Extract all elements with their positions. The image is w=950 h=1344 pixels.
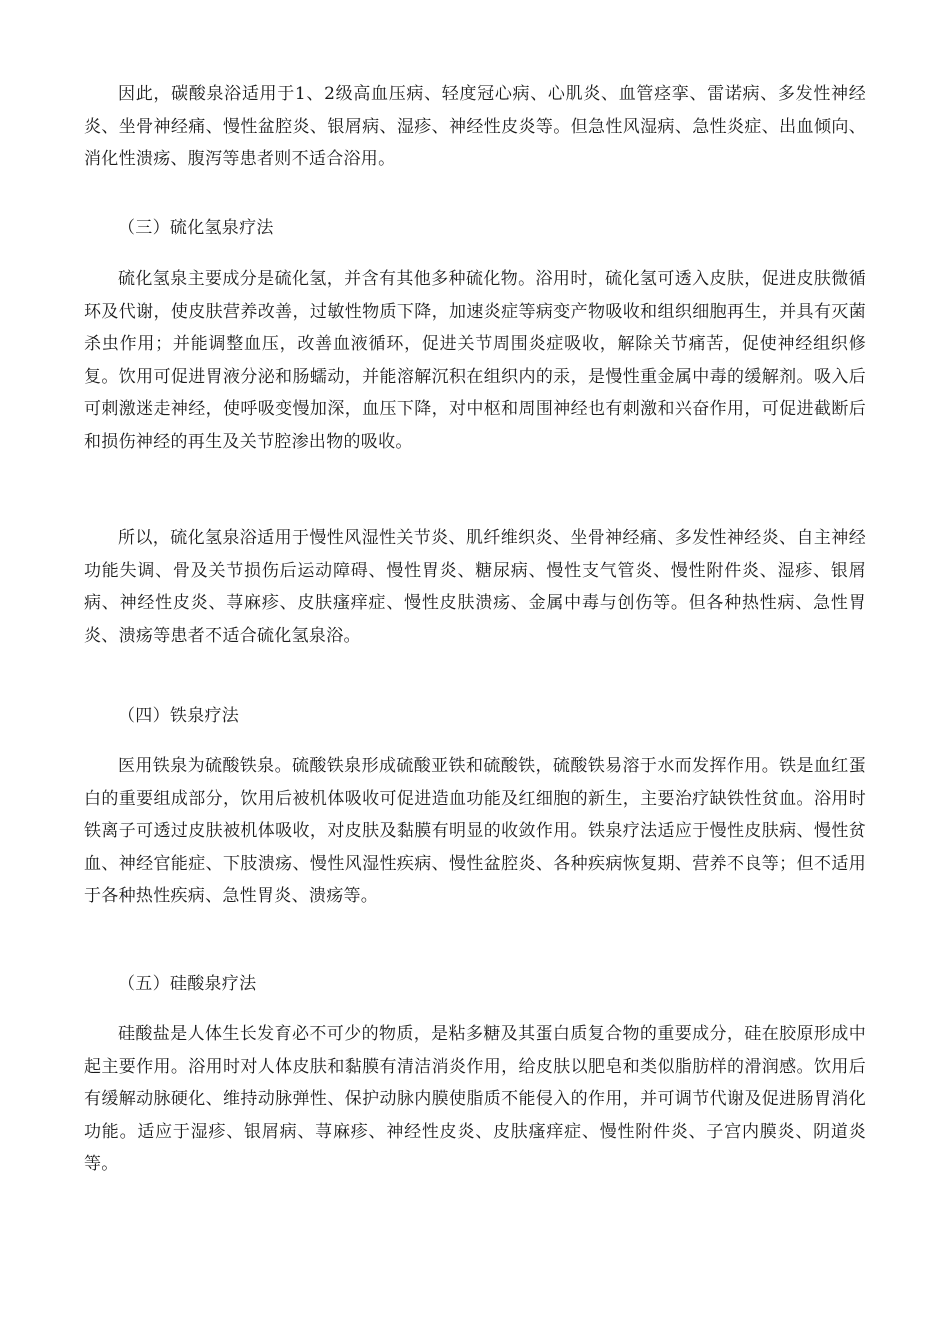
paragraph-iron-spring: 医用铁泉为硫酸铁泉。硫酸铁泉形成硫酸亚铁和硫酸铁，硫酸铁易溶于水而发挥作用。铁是血红蛋白的重要组成部分，饮用后被机体吸收可促进造血功能及红细胞的新生，主要治疗缺铁性贫血。浴用时铁离子可透过皮肤被机体吸收，对皮肤及黏膜有明显的收敛作用。铁泉疗法适应于慢性皮肤病、慢性贫血、神经官能症、下肢溃疡、慢性风湿性疾病、慢性盆腔炎、各种疾病恢复期、营养不良等；但不适用于各种热性疾病、急性胃炎、溃疡等。 — [84, 756, 866, 906]
section-heading-hydrogen-sulfide: （三）硫化氢泉疗法 — [118, 218, 274, 238]
paragraph-silicic-spring: 硅酸盐是人体生长发育必不可少的物质，是粘多糖及其蛋白质复合物的重要成分，硅在胶原形成中起主要作用。浴用时对人体皮肤和黏膜有清洁消炎作用，给皮肤以肥皂和类似脂肪样的滑润感。饮用后有缓解动脉硬化、维持动脉弹性、保护动脉内膜使脂质不能侵入的作用，并可调节代谢及促进肠胃消化功能。适应于湿疹、银屑病、荨麻疹、神经性皮炎、皮肤瘙痒症、慢性附件炎、子宫内膜炎、阴道炎等。 — [84, 1024, 866, 1174]
paragraph-hydrogen-sulfide-indications: 所以，硫化氢泉浴适用于慢性风湿性关节炎、肌纤维织炎、坐骨神经痛、多发性神经炎、自主神经功能失调、骨及关节损伤后运动障碍、慢性胃炎、糖尿病、慢性支气管炎、慢性附件炎、湿疹、银屑病、神经性皮炎、荨麻疹、皮肤瘙痒症、慢性皮肤溃疡、金属中毒与创伤等。但各种热性病、急性胃炎、溃疡等患者不适合硫化氢泉浴。 — [84, 528, 866, 646]
paragraph-carbonic-spring-indications: 因此，碳酸泉浴适用于1、2级高血压病、轻度冠心病、心肌炎、血管痉挛、雷诺病、多发性神经炎、坐骨神经痛、慢性盆腔炎、银屑病、湿疹、神经性皮炎等。但急性风湿病、急性炎症、出血倾向、消化性溃疡、腹泻等患者则不适合浴用。 — [84, 84, 866, 169]
section-heading-silicic-spring: （五）硅酸泉疗法 — [118, 974, 257, 994]
paragraph-hydrogen-sulfide-effects: 硫化氢泉主要成分是硫化氢，并含有其他多种硫化物。浴用时，硫化氢可透入皮肤，促进皮肤微循环及代谢，使皮肤营养改善，过敏性物质下降，加速炎症等病变产物吸收和组织细胞再生，并具有灭菌杀虫作用；并能调整血压，改善血液循环，促进关节周围炎症吸收，解除关节痛苦，促使神经组织修复。饮用可促进胃液分泌和肠蠕动，并能溶解沉积在组织内的汞，是慢性重金属中毒的缓解剂。吸入后可刺激迷走神经，使呼吸变慢加深，血压下降，对中枢和周围神经也有刺激和兴奋作用，可促进截断后和损伤神经的再生及关节腔渗出物的吸收。 — [84, 269, 866, 452]
section-heading-iron-spring: （四）铁泉疗法 — [118, 706, 240, 726]
